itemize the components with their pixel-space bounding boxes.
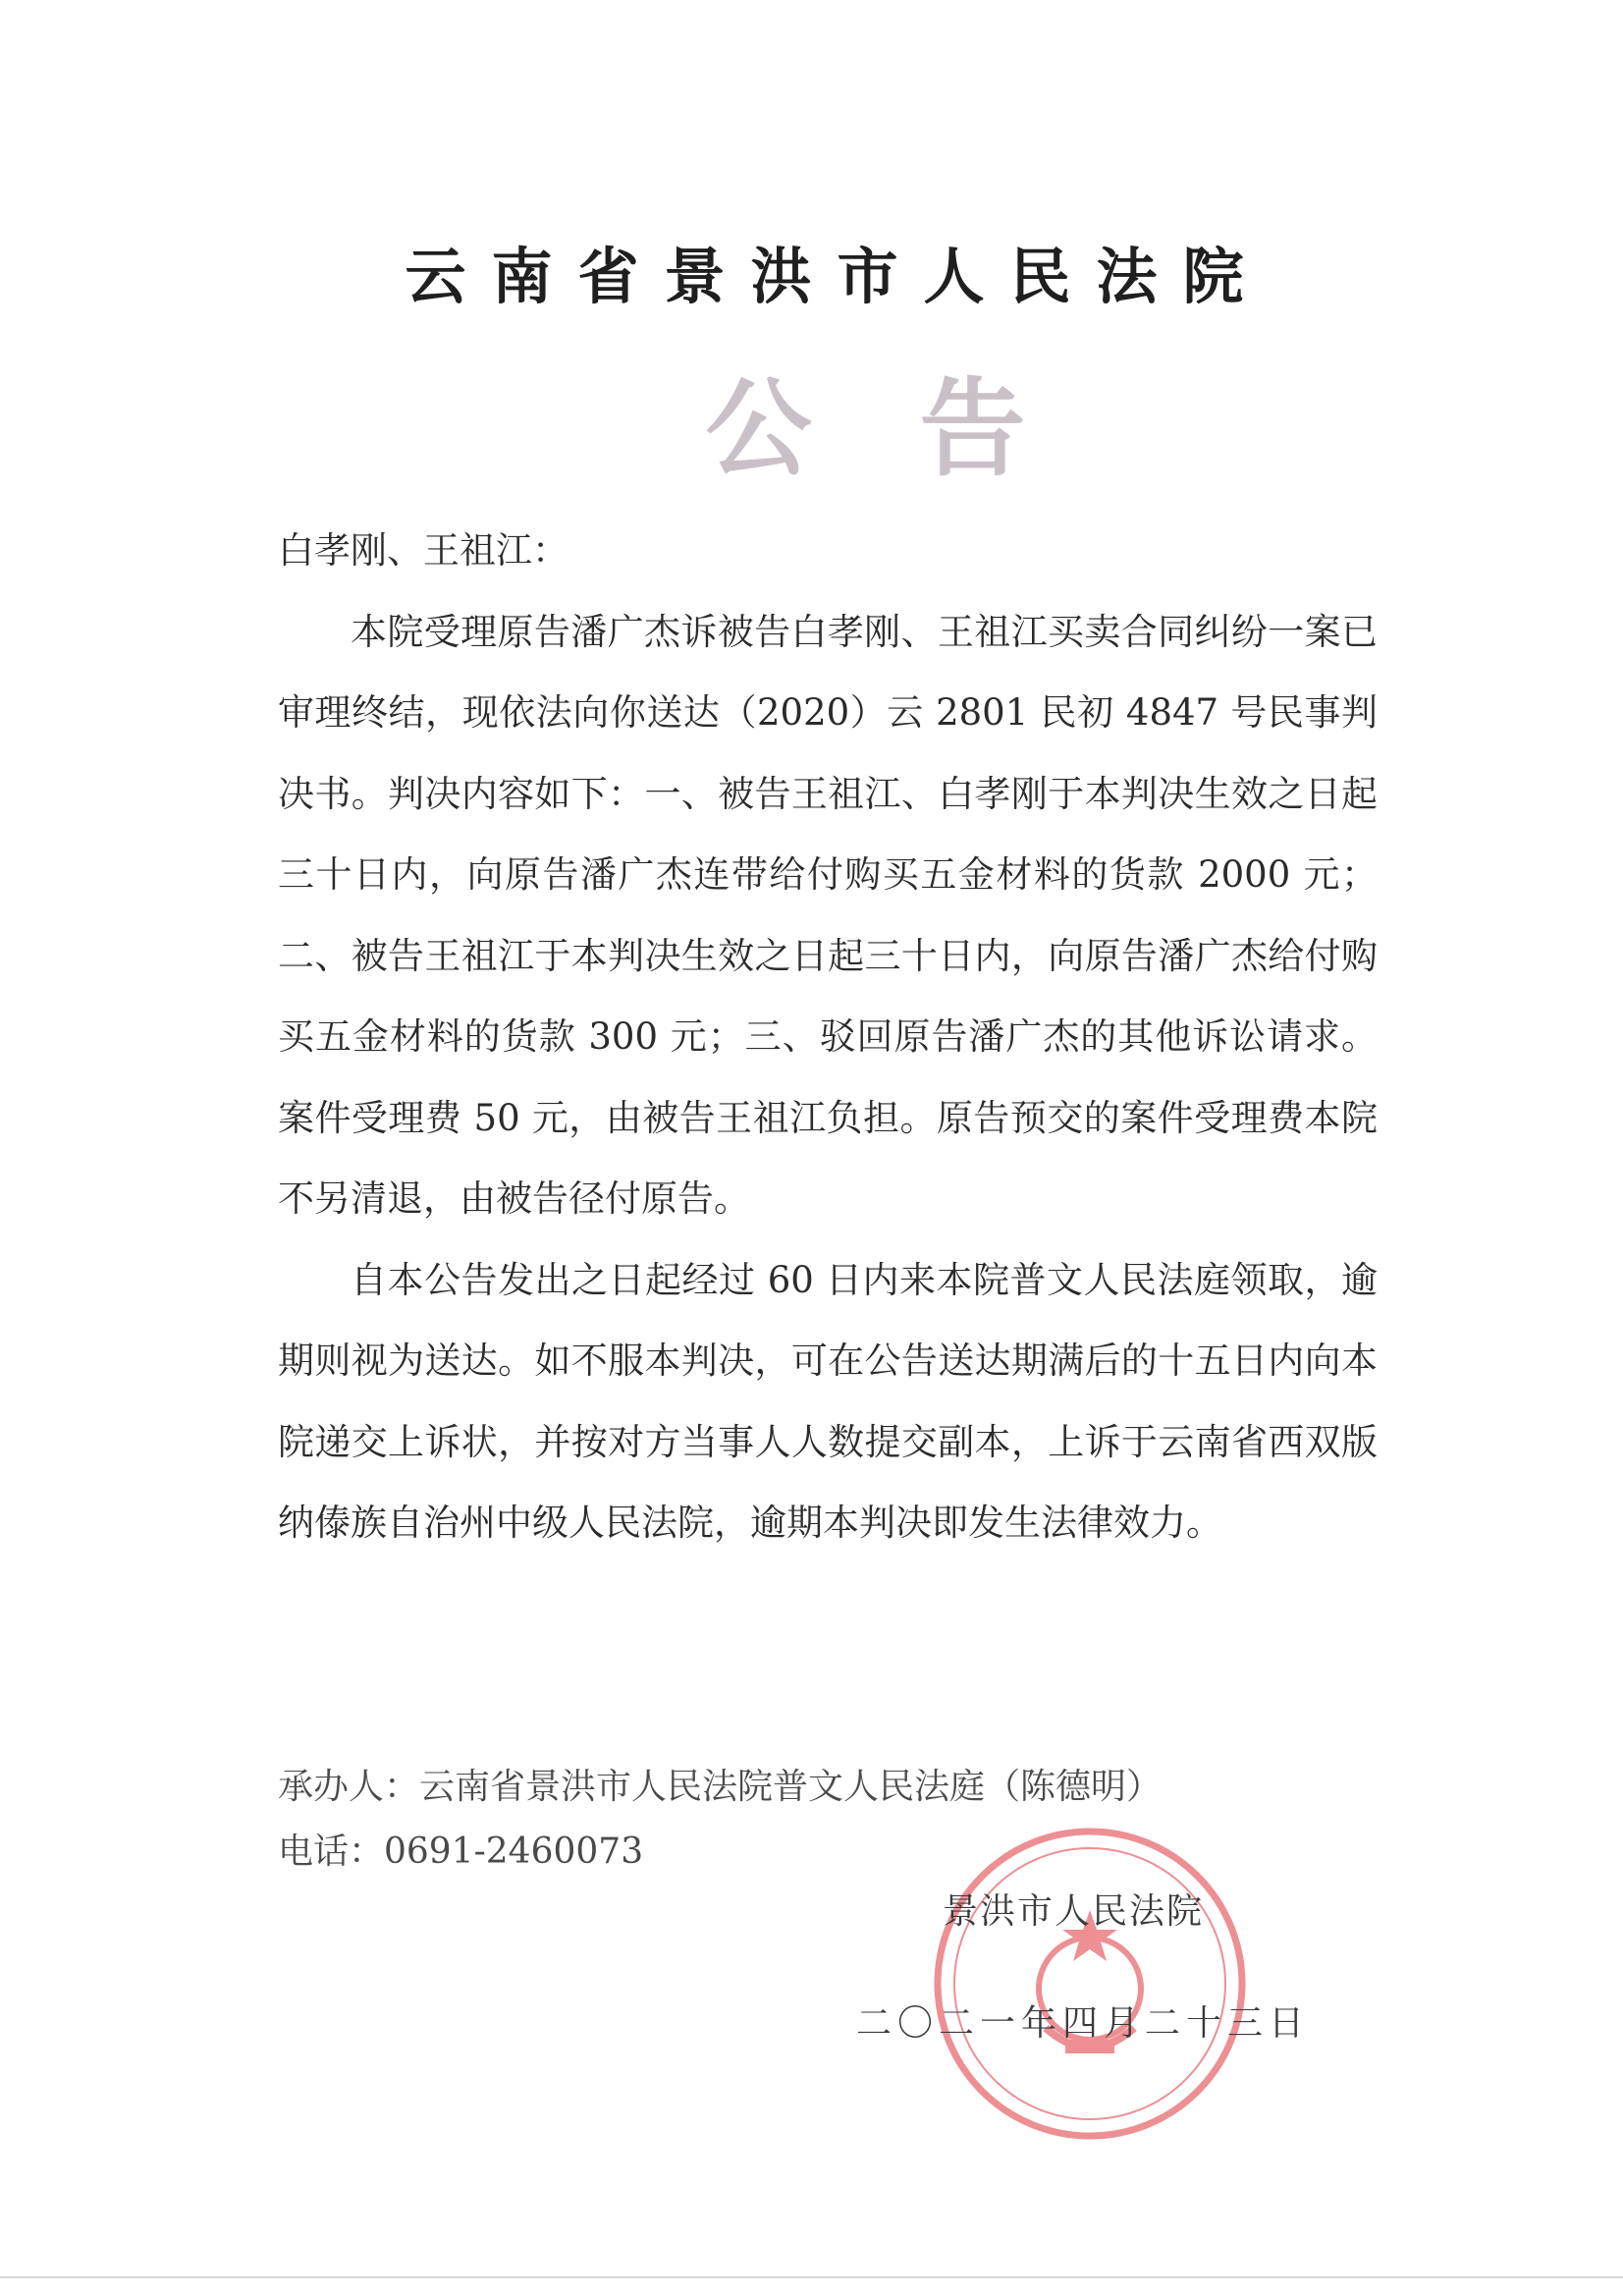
judgment-paragraph: 本院受理原告潘广杰诉被告白孝刚、王祖江买卖合同纠纷一案已审理终结，现依法向你送达（2020）云 2801 民初 4847 号民事判决书。判决内容如下：一、被告王祖江、白孝刚于本判决生效之日起三十日内，向原告潘广杰连带给付购买五金材料的货款 2000 元；二、被告王祖江于本判决生效之日起三十日内，向原告潘广杰给付购买五金材料的货款 300 元；三、驳回原告潘广杰的其他诉讼请求。案件受理费 50 元，由被告王祖江负担。原告预交的案件受理费本院不另清退，由被告径付原告。 — [278, 610, 1378, 1220]
notice-title: 公告 — [705, 368, 1134, 491]
scan-edge-divider — [0, 2276, 1623, 2278]
court-seal-icon — [928, 1822, 1252, 2146]
addressee: 白孝刚、王祖江： — [278, 529, 568, 572]
court-name-heading: 云南省景洪市人民法院 — [405, 241, 1270, 312]
issue-date: 二〇二一年四月二十三日 — [856, 2003, 1311, 2044]
issuer-signature: 景洪市人民法院 — [943, 1891, 1205, 1932]
notice-body — [278, 511, 1378, 1564]
phone-line: 电话：0691-2460073 — [278, 1831, 644, 1872]
instructions-paragraph: 自本公告发出之日起经过 60 日内来本院普文人民法庭领取，逾期则视为送达。如不服本判决，可在公告送达期满后的十五日内向本院递交上诉状，并按对方当事人人数提交副本，上诉于云南省西双版纳傣族自治州中级人民法院，逾期本判决即发生法律效力。 — [278, 1258, 1378, 1544]
handler-line: 承办人：云南省景洪市人民法院普文人民法庭（陈德明） — [278, 1767, 1163, 1807]
